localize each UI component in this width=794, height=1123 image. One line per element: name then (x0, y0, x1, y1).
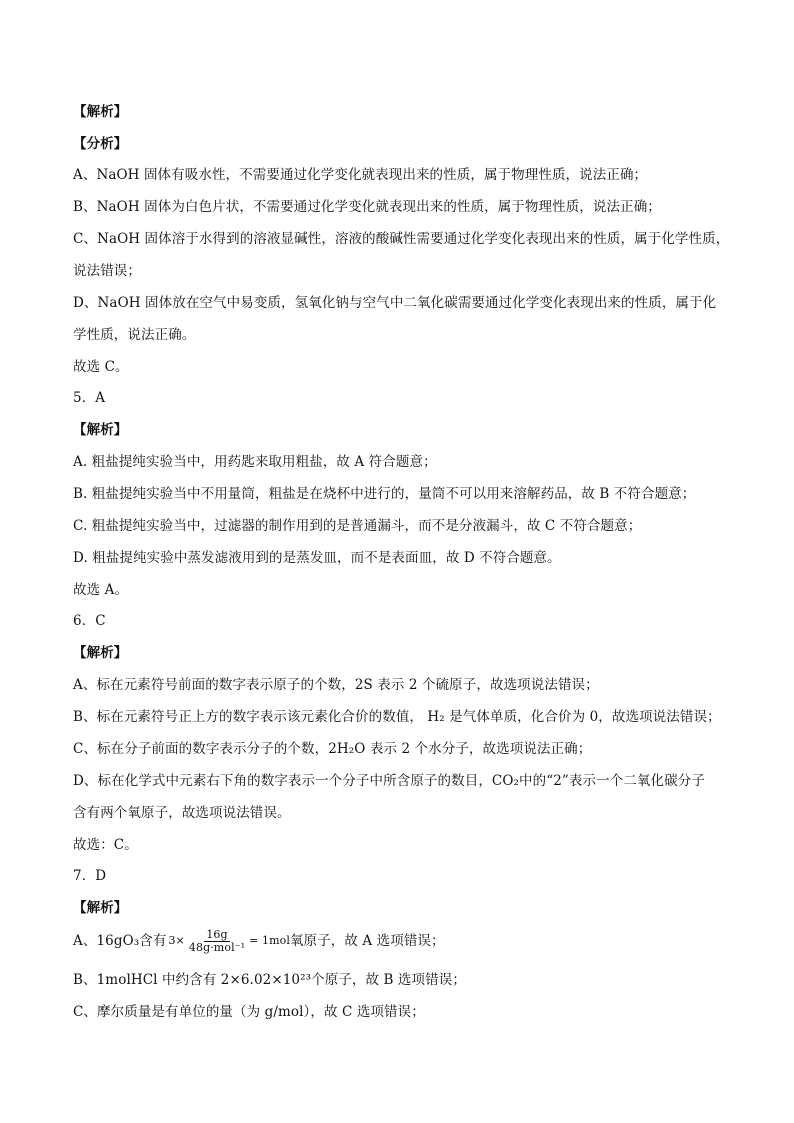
answer-line: 故选 A。 (73, 582, 129, 598)
text-line: C、标在分子前面的数字表示分子的个数，2H₂O 表示 2 个水分子，故选项说法正确； (73, 741, 592, 757)
text-line: B、NaOH 固体为白色片状，不需要通过化学变化就表现出来的性质，属于物理性质，说法正确； (73, 199, 661, 215)
section-label-analysis: 【解析】 (73, 422, 128, 438)
text-line: D、标在化学式中元素右下角的数字表示一个分子中所含原子的数目，CO₂中的“2”表示一个二氧化碳分子 (73, 773, 705, 789)
section-label-analysis: 【解析】 (73, 900, 128, 916)
text-line: 含有两个氧原子，故选项说法错误。 (73, 805, 291, 821)
text-line: D、NaOH 固体放在空气中易变质，氢氧化钠与空气中二氧化碳需要通过化学变化表现出来的性质，属于化 (73, 295, 717, 311)
text-line: 学性质，说法正确。 (73, 327, 196, 343)
text-line: C、摩尔质量是有单位的量（为 g/mol），故 C 选项错误； (73, 1004, 425, 1020)
text-line: A、NaOH 固体有吸水性，不需要通过化学变化就表现出来的性质，属于物理性质，说法正确； (73, 167, 648, 183)
formula-coefficient: 3× (168, 934, 185, 947)
formula-denominator: 48g·mol⁻¹ (188, 940, 246, 954)
section-label-analysis: 【解析】 (73, 645, 128, 661)
formula-equals: = 1mol (249, 934, 290, 947)
answer-line: 故选：C。 (73, 837, 138, 853)
text-line: C. 粗盐提纯实验当中，过滤器的制作用到的是普通漏斗，而不是分液漏斗，故 C 不符合题意； (73, 518, 642, 534)
section-label-analysis: 【解析】 (73, 104, 128, 120)
text-line: A、标在元素符号前面的数字表示原子的个数，2S 表示 2 个硫原子，故选项说法错误； (73, 677, 599, 693)
formula-line (73, 926, 733, 956)
text-line: B. 粗盐提纯实验当中不用量筒，粗盐是在烧杯中进行的，量筒不可以用来溶解药品，故 B 不符合题意； (73, 486, 696, 502)
question-number: 5．A (73, 390, 106, 406)
question-number: 7．D (73, 868, 107, 884)
text-line: B、1molHCl 中约含有 2×6.02×10²³个原子，故 B 选项错误； (73, 972, 466, 988)
formula-suffix: 氧原子，故 A 选项错误； (290, 933, 445, 949)
formula-prefix: A、16gO₃含有 (73, 933, 167, 949)
formula-fraction (187, 929, 247, 954)
question-number: 6．C (73, 613, 106, 629)
section-label-fenxi: 【分析】 (73, 136, 128, 152)
text-line: A. 粗盐提纯实验当中，用药匙来取用粗盐，故 A 符合题意； (73, 454, 437, 470)
text-line: C、NaOH 固体溶于水得到的溶液显碱性，溶液的酸碱性需要通过化学变化表现出来的性质，属于化学性质， (73, 231, 730, 247)
formula-numerator: 16g (206, 927, 228, 941)
text-line: D. 粗盐提纯实验中蒸发滤液用到的是蒸发皿，而不是表面皿，故 D 不符合题意。 (73, 550, 561, 566)
text-line: B、标在元素符号正上方的数字表示该元素化合价的数值， H₂ 是气体单质，化合价为 0，故选项说法错误； (73, 709, 721, 725)
text-line: 说法错误； (73, 263, 141, 279)
answer-line: 故选 C。 (73, 359, 129, 375)
